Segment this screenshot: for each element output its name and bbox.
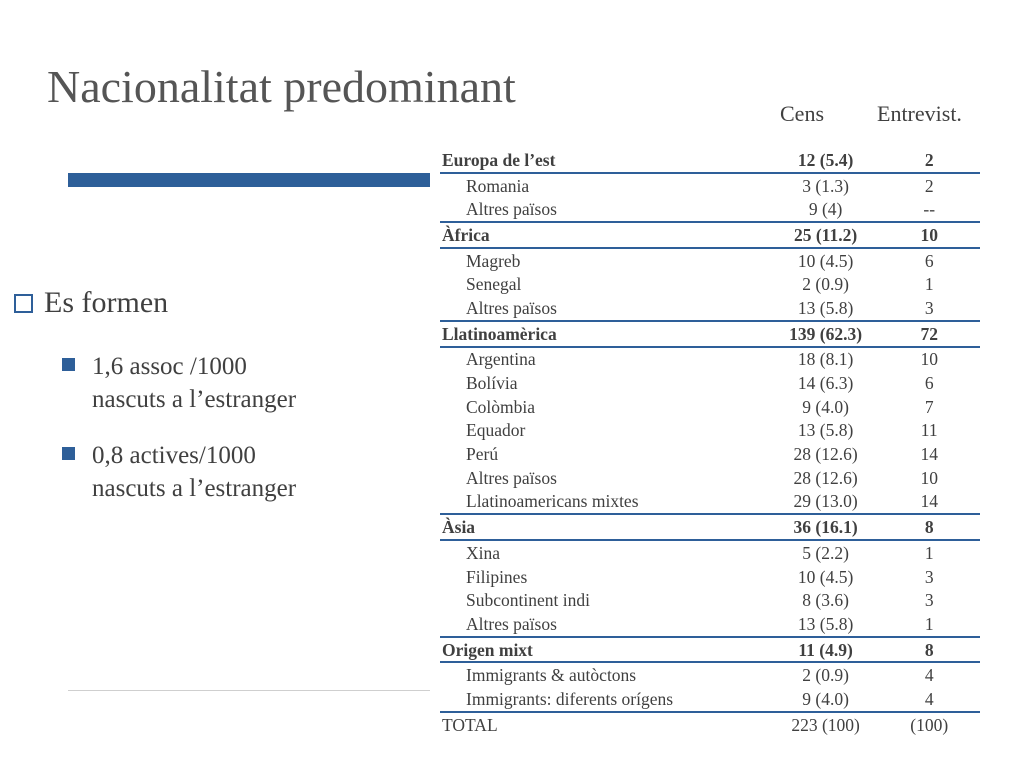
cens-cell: 8 (3.6) — [802, 590, 849, 611]
cens-cell: 14 (6.3) — [797, 373, 854, 394]
entrevist-cell: 11 — [920, 420, 938, 441]
slide-title: Nacionalitat predominant — [47, 61, 516, 112]
cens-cell: 12 (5.4) — [773, 148, 879, 173]
cens-cell: 13 (5.8) — [773, 612, 879, 637]
cens-cell: 28 (12.6) — [793, 444, 858, 465]
cens-cell: 13 (5.8) — [773, 296, 879, 321]
cens-cell: 5 (2.2) — [802, 542, 849, 563]
square-bullet-icon — [62, 447, 75, 460]
table-row — [440, 296, 980, 321]
total-row — [440, 712, 980, 737]
entrevist-cell: 72 — [878, 321, 980, 347]
row-label: Magreb — [466, 250, 521, 271]
entrevist-cell: 6 — [924, 250, 934, 271]
table-row — [440, 248, 980, 273]
entrevist-cell: 3 — [924, 590, 934, 611]
sub-bullet-text: 0,8 actives/1000 nascuts a l’estranger — [92, 442, 297, 502]
sub-bullet — [62, 350, 296, 416]
row-label: Àsia — [440, 514, 773, 540]
row-label: Romania — [466, 175, 530, 196]
divider-line — [68, 690, 430, 691]
table-row — [440, 490, 980, 515]
cens-cell: 9 (4.0) — [802, 396, 849, 417]
entrevist-cell: 14 — [878, 490, 980, 515]
table-row — [440, 588, 980, 612]
row-label: Colòmbia — [466, 396, 536, 417]
entrevist-cell: 1 — [924, 542, 934, 563]
entrevist-cell: 10 — [878, 222, 980, 248]
row-label: Filipines — [466, 566, 528, 587]
table-row — [440, 173, 980, 198]
cens-cell: 11 (4.9) — [773, 637, 879, 663]
cens-cell: 10 (4.5) — [797, 250, 854, 271]
row-label: Altres països — [466, 467, 557, 488]
main-bullet — [14, 286, 168, 320]
cens-cell: 36 (16.1) — [773, 514, 879, 540]
entrevist-cell: (100) — [910, 714, 949, 735]
table-row — [440, 442, 980, 466]
cens-cell: 13 (5.8) — [797, 420, 854, 441]
entrevist-cell: 2 — [924, 175, 934, 196]
row-label: Argentina — [466, 349, 536, 370]
entrevist-cell: 8 — [878, 514, 980, 540]
region-row — [440, 514, 980, 540]
row-label: Equador — [466, 420, 526, 441]
table-row — [440, 662, 980, 687]
entrevist-cell: 4 — [878, 687, 980, 712]
region-row — [440, 321, 980, 347]
row-label: Senegal — [466, 274, 522, 295]
row-label: Altres països — [440, 296, 773, 321]
entrevist-cell: 10 — [920, 349, 938, 370]
cens-cell: 29 (13.0) — [773, 490, 879, 515]
square-bullet-icon — [62, 358, 75, 371]
row-label: Subcontinent indi — [466, 590, 590, 611]
row-label: Altres països — [440, 197, 773, 222]
nationality-table — [440, 148, 980, 737]
row-label: Altres països — [440, 612, 773, 637]
row-label: Immigrants: diferents orígens — [440, 687, 773, 712]
table-row — [440, 197, 980, 222]
main-bullet-text: Es formen — [44, 286, 169, 319]
cens-cell: 2 (0.9) — [802, 274, 849, 295]
row-label: TOTAL — [442, 714, 498, 735]
sub-bullet — [62, 439, 296, 505]
region-row — [440, 148, 980, 173]
entrevist-cell: 3 — [924, 566, 934, 587]
cens-cell: 18 (8.1) — [797, 349, 854, 370]
checkbox-bullet-icon — [14, 294, 33, 313]
entrevist-cell: 6 — [924, 373, 934, 394]
table-row — [440, 371, 980, 395]
row-label: Llatinoamericans mixtes — [440, 490, 773, 515]
row-label: Bolívia — [466, 373, 518, 394]
table-row — [440, 540, 980, 565]
table-row — [440, 272, 980, 296]
entrevist-cell: 10 — [920, 467, 938, 488]
accent-bar — [68, 173, 430, 187]
region-row — [440, 222, 980, 248]
cens-cell: 223 (100) — [791, 714, 860, 735]
row-label: Llatinoamèrica — [440, 321, 773, 347]
entrevist-cell: 8 — [878, 637, 980, 663]
cens-cell: 2 (0.9) — [802, 665, 849, 686]
table-row — [440, 395, 980, 419]
entrevist-cell: 1 — [924, 274, 934, 295]
cens-cell: 139 (62.3) — [773, 321, 879, 347]
entrevist-cell: 2 — [878, 148, 980, 173]
entrevist-cell: 4 — [924, 665, 934, 686]
row-label: Àfrica — [440, 222, 773, 248]
table-row — [440, 565, 980, 589]
cens-cell: 25 (11.2) — [773, 222, 879, 248]
entrevist-cell: 7 — [924, 396, 934, 417]
region-row — [440, 637, 980, 663]
row-label: Immigrants & autòctons — [466, 665, 637, 686]
table-row — [440, 612, 980, 637]
cens-cell: 9 (4.0) — [773, 687, 879, 712]
row-label: Origen mixt — [440, 637, 773, 663]
entrevist-cell: 14 — [920, 444, 938, 465]
column-header-cens: Cens — [780, 101, 824, 126]
cens-cell: 9 (4) — [773, 197, 879, 222]
cens-cell: 3 (1.3) — [802, 175, 849, 196]
row-label: Europa de l’est — [440, 148, 773, 173]
entrevist-cell: -- — [878, 197, 980, 222]
table-row — [440, 687, 980, 712]
table-row — [440, 466, 980, 490]
entrevist-cell: 3 — [878, 296, 980, 321]
cens-cell: 28 (12.6) — [793, 467, 858, 488]
table-row — [440, 419, 980, 443]
row-label: Xina — [466, 542, 501, 563]
entrevist-cell: 1 — [878, 612, 980, 637]
table-row — [440, 347, 980, 372]
sub-bullet-text: 1,6 assoc /1000 nascuts a l’estranger — [92, 353, 297, 413]
row-label: Perú — [466, 444, 499, 465]
column-header-entrevist: Entrevist. — [877, 101, 962, 126]
cens-cell: 10 (4.5) — [797, 566, 854, 587]
